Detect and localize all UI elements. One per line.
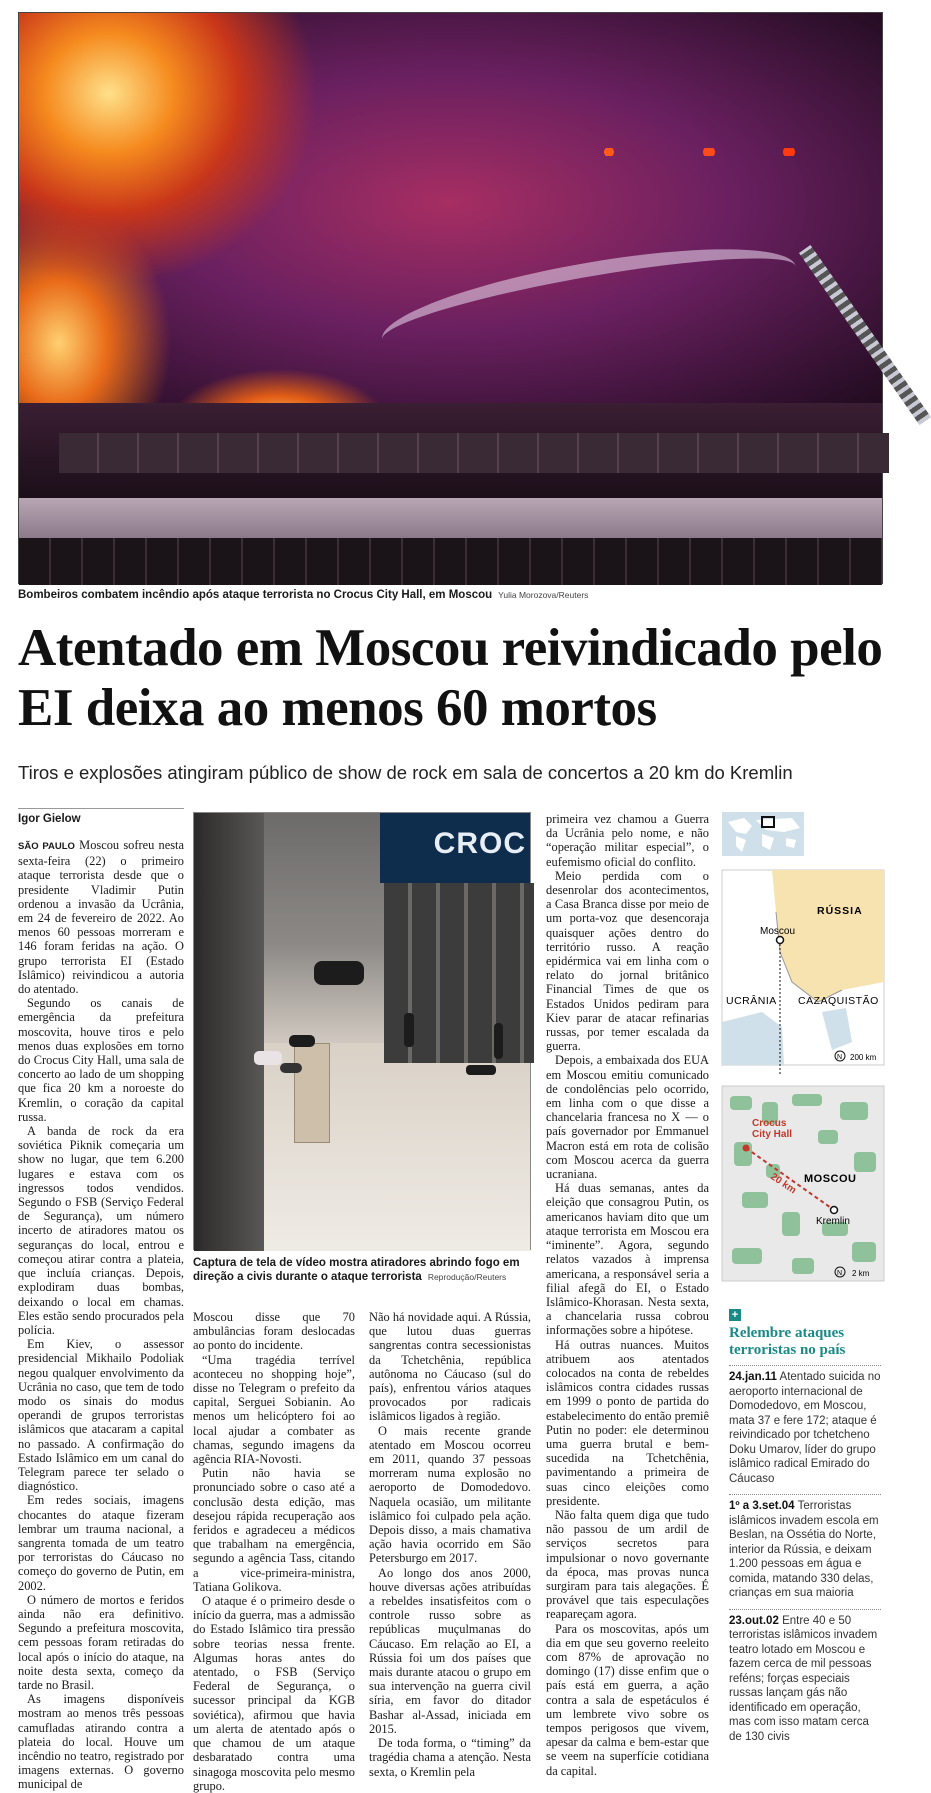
paragraph: Para os moscovitas, após um dia em que seu governo reeleito com 87% de aprovação no domingo (17) disse enfim que o país está em guerra, a ação contra a sala de espetáculos é um lembrete vivo sobre os tempos perigosos que vivem, apesar da calma e bem-estar que se veem na superfície cotidiana da capital. [546, 1621, 709, 1778]
label-kazakhstan: CAZAQUISTÃO [798, 995, 879, 1007]
hero-photo-caption [18, 589, 888, 601]
column-1 [18, 838, 184, 1792]
label-crocus-line1: Crocus [752, 1118, 787, 1129]
paragraph: Não há novidade aqui. A Rússia, que lutou duas guerras sangrentas contra secessionistas da Tchetchênia, república autônoma no Cáucaso (sul do país), enfrentou vários ataques provocados por radicais islâmicos ligados à região. [369, 1310, 531, 1424]
paragraph: Há duas semanas, antes da eleição que consagrou Putin, os americanos haviam dito que um ataque terrorista em Moscou era “iminente”. Agora, segundo relatos vazados à imprensa americana, a responsável seria a filial afegã do EI, o Estado Islâmico-Khorasan. Nesta sexta, a chancelaria russa cobrou informações sobre a hipótese. [546, 1181, 709, 1338]
photo2-caption: Captura de tela de vídeo mostra atiradores abrindo fogo em direção a civis durante o ataque terrorista Reprodução/Reuters [193, 1257, 520, 1283]
paragraph: primeira vez chamou a Guerra da Ucrânia pelo nome, e não “operação militar especial”, o eufemismo oficial do conflito. [546, 812, 709, 869]
hero-photo-fire [18, 12, 883, 584]
scale-label: 200 km [850, 1053, 877, 1062]
box-title: Relembre ataques terroristas no país [729, 1325, 846, 1358]
attack-video-still [193, 812, 531, 1250]
paragraph: O número de mortos e feridos ainda não era definitivo. Segundo a prefeitura moscovita, cem pessoas foram retiradas do local após o início do ataque, na noite desta sexta, começo da tarde no Brasil. [18, 1592, 184, 1692]
column-4 [546, 812, 709, 1778]
paragraph: Há outras nuances. Muitos atribuem aos atentados colocados na conta de rebeldes islâmicos contra cidades russas em 1999 o ponto de partida do estabelecimento do então premiê Putin no poder: ele determinou uma guerra brutal e bem-sucedida na Tchetchênia, pavimentando a primeira de suas cinco eleições como presidente. [546, 1337, 709, 1508]
label-crocus [752, 1118, 792, 1140]
byline: Igor Gielow [18, 808, 184, 825]
label-russia: RÚSSIA [817, 905, 863, 917]
label-ukraine: UCRÂNIA [726, 995, 777, 1007]
event-date: 23.out.02 [729, 1614, 779, 1627]
label-distance: 20 km [768, 1171, 798, 1197]
paragraph: Depois, a embaixada dos EUA em Moscou emitiu comunicado de condolências pelo ocorrido, em linha com o que disse a chancelaria francesa no X — o país governador por Emmanuel Macron está em rota de colisão com Moscou acerca da guerra ucraniana. [546, 1053, 709, 1182]
paragraph: Não falta quem diga que tudo não passou de um ardil de serviços secretos para impulsionar o novo governante da época, mas provas nunca surgiram para tais alegações. É provável que tais especulações reapareçam agora. [546, 1507, 709, 1622]
headline: Atentado em Moscou reivindicado pelo EI deixa ao menos 60 mortos [18, 619, 883, 737]
paragraph: Putin não havia se pronunciado sobre o caso até a conclusão desta edição, mas desejou rápida recuperação aos feridos e agradeceu a médicos que trabalham na emergência, segundo a agência Tass, citando a vice-primeira-ministra, Tatiana Golikova. [193, 1466, 355, 1594]
paragraph: O ataque é o primeiro desde o início da guerra, mas a admissão do Estado Islâmico tira pressão sobre teorias nessa frente. Algumas horas antes do atentado, o FSB (Serviço Federal de Segurança, o sucessor principal da KGB soviética), afirmou que havia um alerta de atentado após o que chamou de um ataque desbaratado contra uma sinagoga moscovita pelo mesmo grupo. [193, 1594, 355, 1793]
subheadline: Tiros e explosões atingiram público de show de rock em sala de concertos a 20 km do Kremlin [18, 762, 793, 783]
event-date: 1º a 3.set.04 [729, 1500, 795, 1512]
label-moscow: Moscou [760, 926, 796, 937]
paragraph: Segundo os canais de emergência da prefeitura moscovita, houve tiros e pelo menos duas explosões em torno do Crocus City Hall, uma sala de concerto ao lado de um shopping que fica 20 km a noroeste do Kremlin, o coração da capital russa. [18, 996, 184, 1124]
timeline-item: 24.jan.11 Atentado suicida no aeroporto internacional de Domodedovo, em Moscou, mata 37 e fere 172; ataque é reivindicado por tchetcheno Doku Umarov, líder do grupo islâmico radical Emirado do Cáucaso [729, 1365, 881, 1486]
label-kremlin: Kremlin [816, 1216, 850, 1227]
plus-icon: + [729, 1309, 741, 1321]
timeline-list [729, 1365, 881, 1744]
column-3 [369, 1310, 531, 1779]
photo2-credit: Reprodução/Reuters [427, 1272, 507, 1282]
timeline-item: 1º a 3.set.04 Terroristas islâmicos invadem escola em Beslan, na Ossétia do Norte, interior da Rússia, e deixam 1.200 pessoas em água e comida, matando 330 delas, crianças em sua maioria [729, 1494, 881, 1601]
paragraph: As imagens disponíveis mostram ao menos três pessoas camufladas atirando contra a plateia do local. Houve um incêndio no teatro, registrado por imagens externas. O governo municipal de [18, 1692, 184, 1792]
paragraph: De toda forma, o “timing” da tragédia chama a atenção. Nesta sexta, o Kremlin pela [369, 1736, 531, 1779]
label-crocus-line2: City Hall [752, 1129, 793, 1140]
crocus-sign-text: CROC [433, 827, 526, 860]
paragraph: O mais recente grande atentado em Moscou ocorreu em 2011, quando 37 pessoas morreram numa explosão no aeroporto de Domodedovo. Naquela ocasião, um militante islâmico foi culpado pela ação. Depois disso, a mais chamativa ação havia ocorrido em São Petersburgo em 2017. [369, 1423, 531, 1566]
photo-credit: Yulia Morozova/Reuters [498, 590, 589, 600]
location-map [722, 812, 884, 1297]
paragraph: Moscou disse que 70 ambulâncias foram deslocadas ao ponto do incidente. [193, 1310, 355, 1353]
paragraph: Em Kiev, o assessor presidencial Mikhailo Podoliak negou qualquer envolvimento da Ucrânia no caso, que tem de todo modo os sinais do modus operandi de grupos terroristas islâmicos que atacaram a capital no passado. A confirmação do Estado Islâmico em um canal do Telegram parece ter selado o diagnóstico. [18, 1337, 184, 1494]
paragraph: A banda de rock da era soviética Piknik começaria um show no lugar, que tem 6.200 lugares e estava com os ingressos todos vendidos. Segundo o FSB (Serviço Federal de Segurança), um número incerto de atiradores matou os seguranças do local, entrou e começou atirar contra a plateia, que incluía crianças. Depois, explodiram duas bombas, deixando o local em chamas. Eles estão sendo procurados pela polícia. [18, 1124, 184, 1337]
scale-label: 2 km [852, 1269, 870, 1278]
paragraph: Ao longo dos anos 2000, houve diversas ações atribuídas a rebeldes insatisfeitos com o controle russo sobre as repúblicas muçulmanas do Cáucaso. Em relação ao EI, a Rússia foi um dos países que mais durante atacou o grupo em sua intervenção na guerra civil síria, em favor do ditador Bashar al-Assad, iniciada em 2015. [369, 1565, 531, 1736]
event-date: 24.jan.11 [729, 1371, 777, 1383]
column-2 [193, 1310, 355, 1793]
paragraph: “Uma tragédia terrível aconteceu no shopping hoje”, disse no Telegram o prefeito da capital, Serguei Sobianin. Ao menos um helicóptero foi ao local ajudar a combater as chamas, segundo imagens da agência RIA-Novosti. [193, 1352, 355, 1467]
svg-text:N: N [837, 1054, 843, 1061]
caption-text: Bombeiros combatem incêndio após ataque terrorista no Crocus City Hall, em Moscou [18, 589, 493, 601]
svg-text:N: N [837, 1270, 843, 1277]
timeline-item: 23.out.02 Entre 40 e 50 terroristas islâmicos invadem teatro lotado em Moscou e fazem cerca de mil pessoas reféns; forças especiais russas lançam gás não identificado em operação, mas com isso matam cerca de 130 civis [729, 1609, 881, 1745]
label-moscow-city: MOSCOU [804, 1173, 857, 1185]
dateline: SÃO PAULO [18, 841, 75, 852]
paragraph: SÃO PAULO Moscou sofreu nesta sexta-feira (22) o primeiro ataque terrorista desde que o presidente Vladimir Putin ordenou a invasão da Ucrânia, em 24 de fevereiro de 2022. Ao menos 60 pessoas morreram e 146 foram feridas na ação. O grupo terrorista EI (Estado Islâmico) reivindicou a autoria do atentado. [18, 838, 184, 997]
paragraph: Em redes sociais, imagens chocantes do ataque fizeram lembrar um trauma nacional, a sangrenta tomada de um teatro por terroristas do Cáucaso no começo do governo de Putin, em 2002. [18, 1493, 184, 1593]
paragraph: Meio perdida com o desenrolar dos acontecimentos, a Casa Branca disse por meio de um porta-voz que desencoraja quaisquer ações dentro do território russo. A reação epidérmica vai em linha com o relato do jornal britânico Financial Times de que os Estados Unidos pediram para Kiev parar de atacar refinarias russas, por temer escalada da guerra. [546, 868, 709, 1054]
